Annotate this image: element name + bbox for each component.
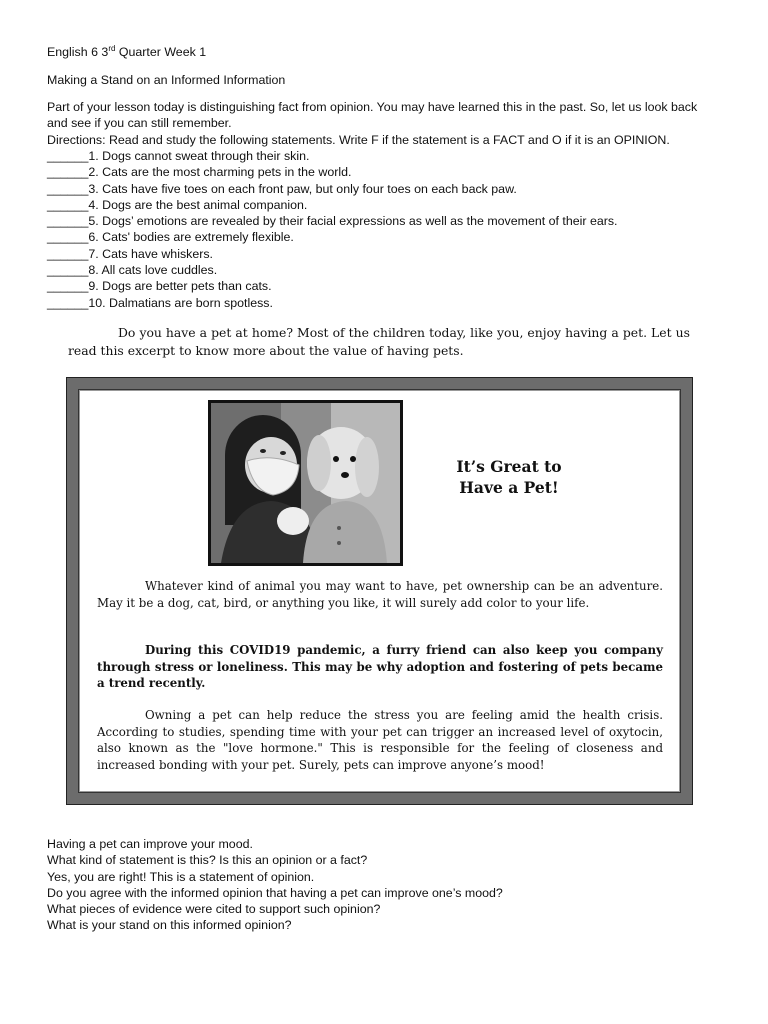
- girl-with-dog-photo: [208, 400, 403, 566]
- closing-line: What kind of statement is this? Is this an opinion or a fact?: [47, 853, 368, 868]
- directions: Directions: Read and study the following statements. Write F if the statement is a FACT and O if it is an OPINION.: [47, 133, 670, 147]
- statement-item: ______9. Dogs are better pets than cats.: [47, 279, 272, 294]
- article-title-line: It’s Great to: [456, 457, 562, 476]
- article-paragraph: Whatever kind of animal you may want to have, pet ownership can be an adventure. May it be a dog, cat, bird, or anything you like, it will surely add color to your life.: [97, 579, 663, 610]
- statement-item: ______5. Dogs’ emotions are revealed by their facial expressions as well as the movement of their ears.: [47, 214, 618, 229]
- statement-item: ______8. All cats love cuddles.: [47, 263, 218, 278]
- statement-list: [47, 148, 747, 311]
- statement-item: ______7. Cats have whiskers.: [47, 246, 213, 261]
- closing-line: Do you agree with the informed opinion that having a pet can improve one’s mood?: [47, 885, 503, 900]
- subject-prefix: English 6 3: [47, 45, 109, 59]
- girl-with-dog-illustration: [211, 403, 400, 563]
- subject-superscript: rd: [108, 43, 116, 53]
- statement-item: ______10. Dalmatians are born spotless.: [47, 295, 273, 310]
- lesson-intro: Part of your lesson today is distinguishing fact from opinion. You may have learned this in the past. So, let us look back and see if you can still remember.: [47, 100, 698, 131]
- statement-item: ______2. Cats are the most charming pets in the world.: [47, 165, 352, 180]
- article-title: [444, 456, 574, 498]
- article-paragraph: Owning a pet can help reduce the stress you are feeling amid the health crisis. According to studies, spending time with your pet can trigger an increased level of oxytocin, also known as the "love hormone." This is responsible for the feeling of closeness and increased bonding with your pet. Surely, pets can improve anyone’s mood!: [97, 708, 663, 772]
- closing-line: What pieces of evidence were cited to support such opinion?: [47, 902, 381, 917]
- statement-item: ______1. Dogs cannot sweat through their skin.: [47, 149, 310, 163]
- statement-item: ______3. Cats have five toes on each front paw, but only four toes on each back paw.: [47, 181, 517, 196]
- page-header: [47, 44, 206, 60]
- statement-item: ______4. Dogs are the best animal companion.: [47, 197, 308, 212]
- article-panel: [78, 389, 681, 793]
- closing-questions: [47, 836, 747, 934]
- subject-suffix: Quarter Week 1: [115, 45, 207, 59]
- article-paragraph-bold: During this COVID19 pandemic, a furry friend can also keep you company through stress or loneliness. This may be why adoption and fostering of pets became a trend recently.: [97, 643, 663, 691]
- lesson-title: Making a Stand on an Informed Information: [47, 73, 286, 87]
- closing-line: Having a pet can improve your mood.: [47, 837, 253, 851]
- statement-item: ______6. Cats' bodies are extremely flexible.: [47, 230, 294, 245]
- article-frame: [66, 377, 693, 805]
- article-title-line: Have a Pet!: [459, 478, 559, 497]
- closing-line: What is your stand on this informed opinion?: [47, 918, 292, 933]
- reading-intro: Do you have a pet at home? Most of the children today, like you, enjoy having a pet. Let us read this excerpt to know more about the value of having pets.: [68, 325, 690, 358]
- closing-line: Yes, you are right! This is a statement of opinion.: [47, 869, 315, 884]
